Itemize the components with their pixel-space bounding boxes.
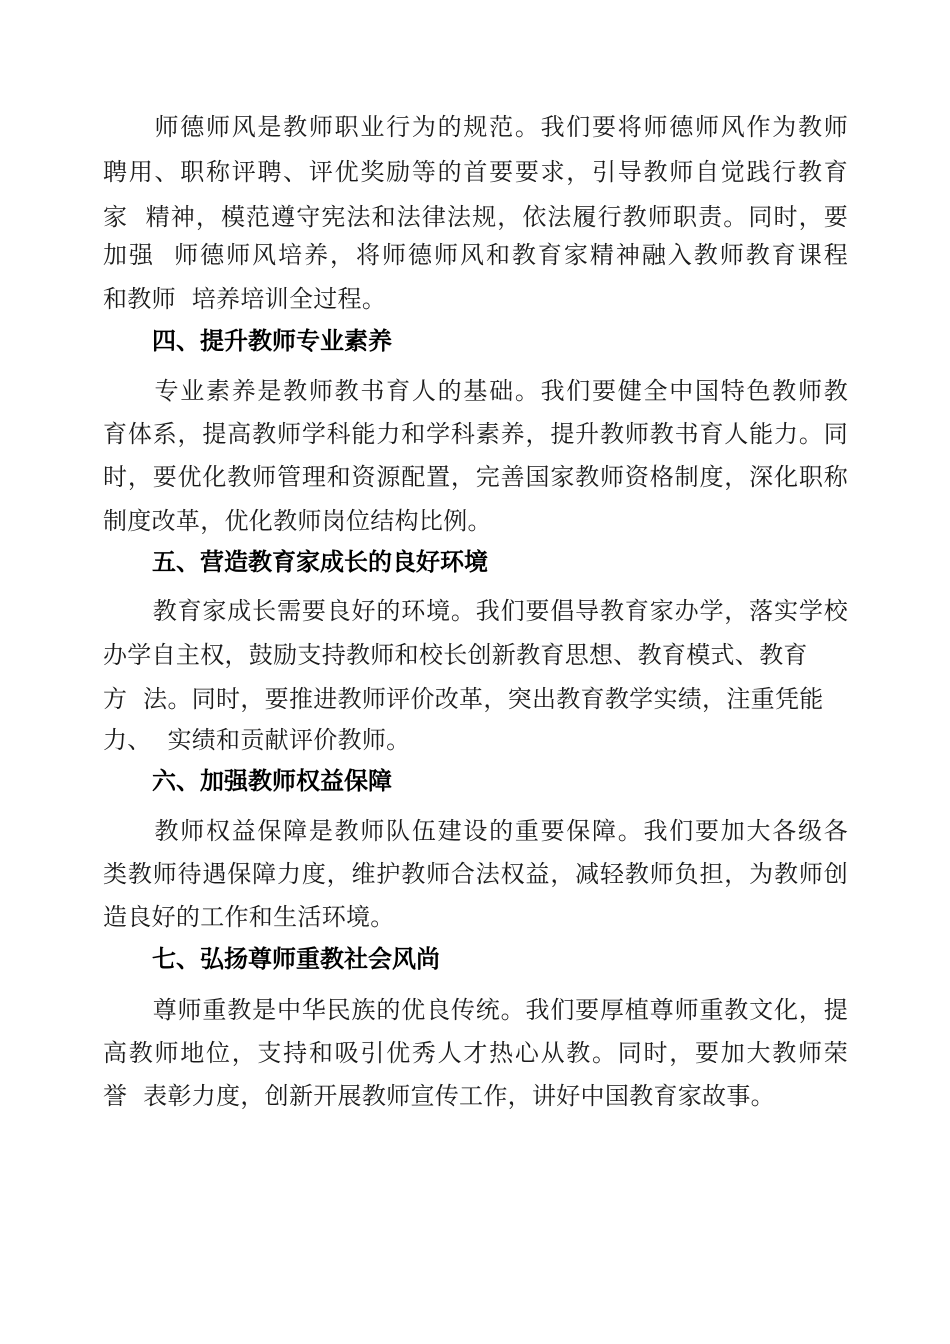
paragraph-line: 家 精神，模范遵守宪法和法律法规，依法履行教师职责。同时，要: [103, 203, 848, 231]
paragraph-line: 育体系，提高教师学科能力和学科素养，提升教师教书育人能力。同: [103, 420, 848, 448]
paragraph-line: 高教师地位，支持和吸引优秀人才热心从教。同时，要加大教师荣: [103, 1039, 848, 1067]
paragraph-line: 专业素养是教师教书育人的基础。我们要健全中国特色教师教: [103, 377, 848, 405]
paragraph-line: 办学自主权，鼓励支持教师和校长创新教育思想、教育模式、教育: [103, 641, 808, 669]
paragraph-line: 教师权益保障是教师队伍建设的重要保障。我们要加大各级各: [103, 817, 848, 845]
section-heading: 七、弘扬尊师重教社会风尚: [152, 945, 440, 973]
paragraph-line: 教育家成长需要良好的环境。我们要倡导教育家办学，落实学校: [103, 597, 848, 625]
paragraph-line: 造良好的工作和生活环境。: [103, 903, 395, 931]
section-heading: 五、营造教育家成长的良好环境: [152, 548, 488, 576]
paragraph-line: 加强 师德师风培养，将师德师风和教育家精神融入教师教育课程: [103, 241, 848, 269]
paragraph-line: 誉 表彰力度，创新开展教师宣传工作，讲好中国教育家故事。: [103, 1082, 775, 1110]
paragraph-line: 力、 实绩和贡献评价教师。: [103, 726, 411, 754]
paragraph-line: 类教师待遇保障力度，维护教师合法权益，减轻教师负担，为教师创: [103, 860, 848, 888]
section-heading: 六、加强教师权益保障: [152, 767, 392, 795]
paragraph-line: 时，要优化教师管理和资源配置，完善国家教师资格制度，深化职称: [103, 463, 848, 491]
paragraph-line: 尊师重教是中华民族的优良传统。我们要厚植尊师重教文化，提: [103, 996, 848, 1024]
paragraph-line: 方 法。同时，要推进教师评价改革，突出教育教学实绩，注重凭能: [103, 685, 824, 713]
section-heading: 四、提升教师专业素养: [152, 327, 392, 355]
paragraph-line: 和教师 培养培训全过程。: [103, 285, 387, 313]
paragraph-line: 制度改革，优化教师岗位结构比例。: [103, 507, 492, 535]
paragraph-line: 师德师风是教师职业行为的规范。我们要将师德师风作为教师: [103, 113, 848, 141]
paragraph-line: 聘用、职称评聘、评优奖励等的首要要求，引导教师自觉践行教育: [103, 158, 848, 186]
